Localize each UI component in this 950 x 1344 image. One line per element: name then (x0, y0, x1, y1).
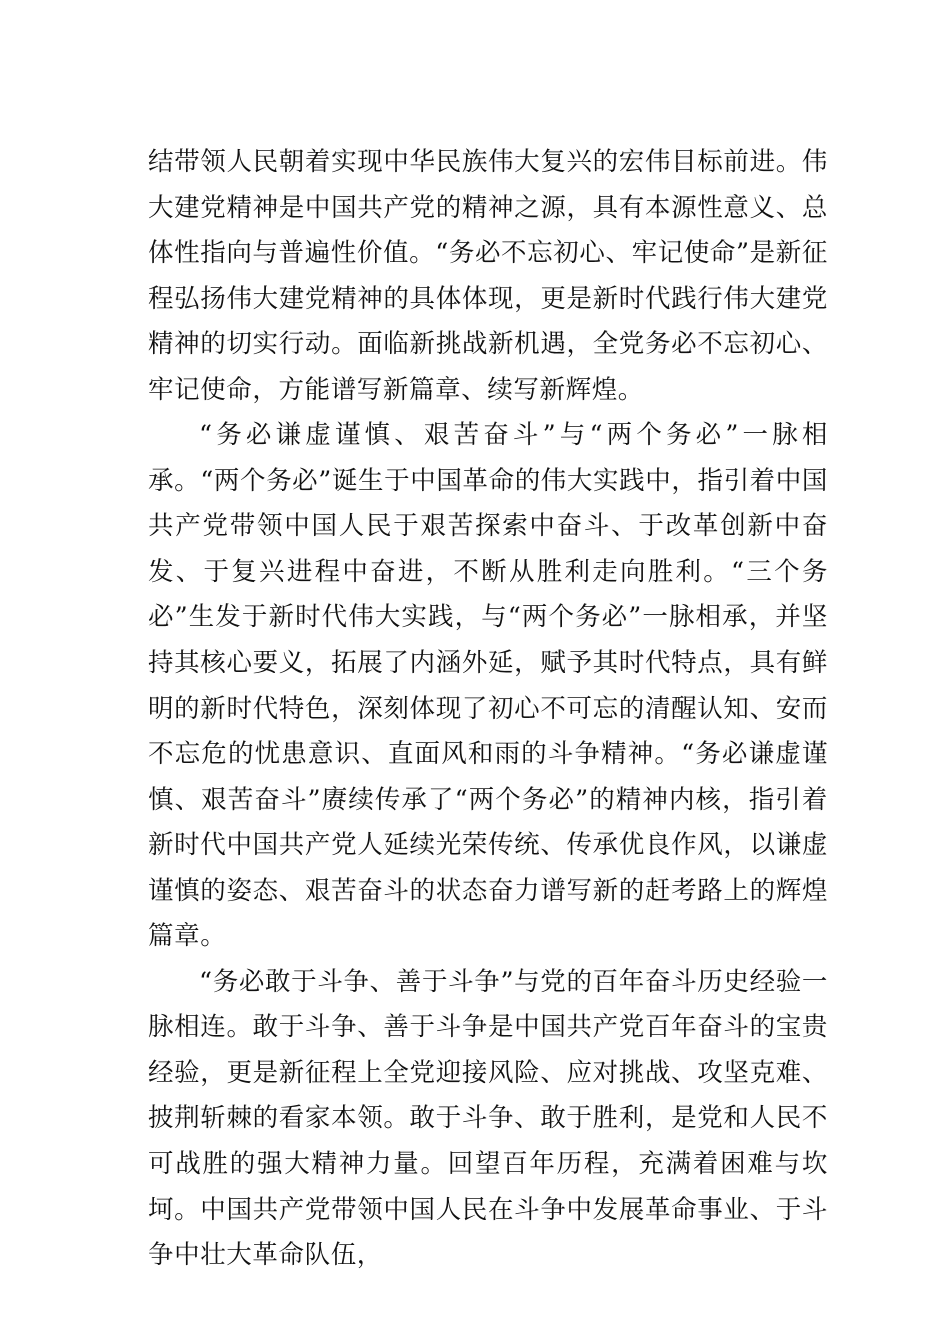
paragraph-1: 结带领人民朝着实现中华民族伟大复兴的宏伟目标前进。伟大建党精神是中国共产党的精神之源，具有本源性意义、总体性指向与普遍性价值。“务必不忘初心、牢记使命”是新征程弘扬伟大建党精神的具体体现，更是新时代践行伟大建党精神的切实行动。面临新挑战新机遇，全党务必不忘初心、牢记使命，方能谱写新篇章、续写新辉煌。 (148, 147, 828, 405)
document-body (148, 140, 828, 1279)
paragraph-3: “务必敢于斗争、善于斗争”与党的百年奋斗历史经验一脉相连。敢于斗争、善于斗争是中国共产党百年奋斗的宝贵经验，更是新征程上全党迎接风险、应对挑战、攻坚克难、披荆斩棘的看家本领。敢于斗争、敢于胜利，是党和人民不可战胜的强大精神力量。回望百年历程，充满着困难与坎坷。中国共产党带领中国人民在斗争中发展革命事业、于斗争中壮大革命队伍， (148, 966, 828, 1271)
paragraph-2: “务必谦虚谨慎、艰苦奋斗”与“两个务必”一脉相承。“两个务必”诞生于中国革命的伟大实践中，指引着中国共产党带领中国人民于艰苦探索中奋斗、于改革创新中奋发、于复兴进程中奋进，不断从胜利走向胜利。“三个务必”生发于新时代伟大实践，与“两个务必”一脉相承，并坚持其核心要义，拓展了内涵外延，赋予其时代特点，具有鲜明的新时代特色，深刻体现了初心不可忘的清醒认知、安而不忘危的忧患意识、直面风和雨的斗争精神。“务必谦虚谨慎、艰苦奋斗”赓续传承了“两个务必”的精神内核，指引着新时代中国共产党人延续光荣传统、传承优良作风，以谦虚谨慎的姿态、艰苦奋斗的状态奋力谱写新的赶考路上的辉煌篇章。 (148, 420, 828, 952)
